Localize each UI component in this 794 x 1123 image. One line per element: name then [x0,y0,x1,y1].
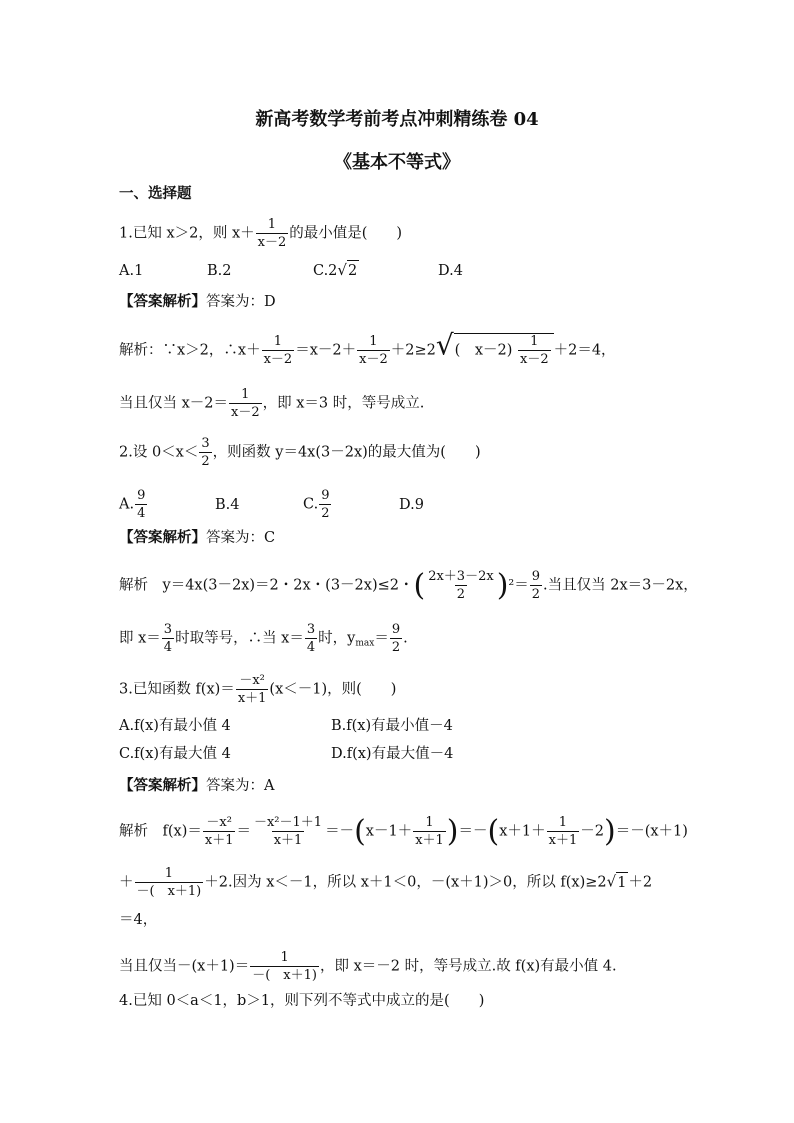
q3-solution-line-4 [119,950,617,983]
q2-answer-text: 答案为：C [206,530,276,546]
q1-stem-text: 1.已知 x＞2，则 x＋ [119,225,255,242]
frac-den: －( x＋1) [252,968,317,983]
frac-num: 3 [306,622,316,637]
q1-frac-den: x－2 [257,235,287,250]
q3-options-row-2 [119,744,453,764]
q3-sol4-fraction [250,950,319,983]
q2-sol2-text-c: 时，y [318,630,356,647]
frac-num: 9 [321,488,330,503]
frac-den: x－2 [359,352,388,367]
q3-sol-fraction-2 [252,815,324,848]
q1-options [119,260,463,281]
q1-sol-text-c: ＋2≥2 [390,342,436,359]
frac-num: 2x＋3－2x [428,569,494,584]
q3-answer-text: 答案为：A [206,778,275,794]
q1-sol-fraction [262,334,295,367]
q1-frac-num: 1 [267,217,277,232]
q1-sol2-text: 当且仅当 x－2＝ [119,395,229,412]
q3-sol2-text-c: ＋2 [628,874,653,891]
frac-num: －x² [206,815,232,830]
q3-solution-line-3: ＝4， [119,912,158,928]
q1-option-b: B.2 [207,263,232,279]
frac-num: 1 [241,387,250,402]
q3-sol-text-h: ＝－(x＋1) [615,823,688,840]
q2-option-b: B.4 [215,496,240,513]
frac-num: 9 [391,622,401,637]
q3-stem-tail: (x＜－1)，则( ) [269,681,397,698]
frac-num: －x²－1＋1 [253,815,323,830]
left-paren-icon: ( [413,567,426,603]
q2-sol-text-c: .当且仅当 2x＝3－2x， [543,577,698,594]
q2-sol-text-b: ²＝ [508,577,529,594]
sqrt-icon: √ [337,261,347,279]
q2-stem-tail: ，则函数 y＝4x(3－2x)的最大值为( ) [212,444,481,461]
q3-stem [119,673,396,706]
q3-sol-text-c: ＝－ [325,823,355,840]
q3-sol2-fraction [135,866,204,899]
q1-answer-text: 答案为：D [206,294,276,310]
frac-den: x＋1 [204,833,234,848]
q3-sol2-text-b: ＋2.因为 x＜－1，所以 x＋1＜0，－(x＋1)＞0，所以 f(x)≥2 [204,874,607,891]
q1-stem-tail: 的最小值是( ) [289,225,403,242]
q1-fraction [256,217,289,250]
frac-num: 1 [273,334,283,349]
q1-option-a: A.1 [119,263,144,279]
q2-sol2-fraction-2 [305,622,317,655]
q2-options [119,488,424,521]
frac-den: x－2 [263,352,293,367]
q2-sol-text: 解析 y＝4x(3－2x)＝2・2x・(3－2x)≤2・ [119,577,414,594]
q3-stem-text: 3.已知函数 f(x)＝ [119,681,235,698]
q2-sol-fraction-2 [530,569,542,602]
q2-option-c [303,488,399,521]
q1-option-c-text: C.2 [313,263,338,279]
q1-answer [119,292,276,312]
frac-num: 9 [137,488,146,503]
q3-sol-text-b: ＝ [236,823,251,840]
q3-sol4-tail: ，即 x＝－2 时，等号成立.故 f(x)有最小值 4. [319,958,617,975]
q1-solution-line-2 [119,387,424,420]
q3-sol2-radicand: 1 [616,872,628,893]
frac-den: 4 [306,640,316,655]
q2-option-c-label: C. [303,496,319,513]
q2-sol2-subscript: max [355,638,375,649]
q3-option-b: B.f(x)有最小值－4 [331,718,453,734]
q1-sol2-fraction [229,387,262,420]
frac-den: x＋1 [237,691,267,706]
frac-num: 3 [201,436,210,451]
q2-sol2-fraction [162,622,174,655]
frac-den: 2 [531,587,541,602]
frac-den: x＋1 [415,833,444,848]
q2-fraction [199,436,211,469]
right-paren-icon: ) [496,567,509,603]
frac-den: 4 [163,640,173,655]
q3-option-a: A.f(x)有最小值 4 [119,718,231,734]
q3-option-c: C.f(x)有最大值 4 [119,746,231,762]
frac-den: 4 [137,506,146,521]
q2-sol-fraction [426,569,495,602]
frac-den: x－2 [520,352,549,367]
left-paren-icon: ( [487,813,500,849]
right-paren-icon: ) [603,813,616,849]
q3-sol-text: 解析 f(x)＝ [119,823,202,840]
q1-sol-radical [454,333,554,367]
q2-sol2-text: 即 x＝ [119,630,161,647]
frac-num: 1 [164,866,174,881]
q3-options-row-1 [119,716,453,736]
q3-solution-line-2 [119,866,652,899]
q2-option-a [119,488,215,521]
q1-sol-fraction-2 [357,334,390,367]
frac-den: x－2 [231,405,260,420]
answer-tag: 【答案解析】 [119,293,206,310]
frac-den: －( x＋1) [136,884,202,899]
frac-num: 3 [163,622,173,637]
q1-stem [119,217,402,250]
q2-option-a-label: A. [119,496,135,513]
answer-tag: 【答案解析】 [119,777,206,794]
q3-sol-fraction-3 [413,815,446,848]
answer-tag: 【答案解析】 [119,529,206,546]
frac-den: x＋1 [548,833,578,848]
q1-sol-radical-fraction [518,334,551,367]
q1-solution-line-1 [119,328,616,367]
q2-solution-line-1 [119,569,698,602]
q2-sol2-text-e: . [403,630,408,647]
q2-sol2-text-d: ＝ [374,630,389,647]
frac-den: x＋1 [273,833,303,848]
frac-num: 9 [531,569,541,584]
document-title: 新高考数学考前考点冲刺精练卷 04 [255,109,539,130]
frac-num: 1 [425,815,434,830]
frac-den: 2 [456,587,466,602]
q3-sol2-text: ＋ [119,874,134,891]
q2-answer [119,528,275,548]
q1-option-d: D.4 [438,263,463,279]
q3-sol-text-f: x＋1＋ [499,823,546,840]
q1-sol-text-d: ＋2＝4， [553,342,616,359]
frac-num: 1 [280,950,289,965]
q1-sol-text-b: ＝x－2＋ [295,342,357,359]
q3-fraction [236,673,269,706]
q3-sol4-text: 当且仅当－(x＋1)＝ [119,958,250,975]
q2-stem-text: 2.设 0＜x＜ [119,444,199,461]
frac-num: 1 [369,334,378,349]
section-heading: 一、选择题 [119,185,192,202]
frac-num: －x² [239,673,265,688]
sqrt-icon: √ [435,328,454,362]
frac-num: 1 [558,815,568,830]
q3-sol-fraction-4 [547,815,580,848]
q2-option-d: D.9 [399,496,424,513]
q3-sol-text-d: x－1＋ [365,823,413,840]
q3-solution-line-1 [119,815,688,848]
q2-option-a-fraction [135,488,147,521]
frac-den: 2 [201,454,210,469]
left-paren-icon: ( [354,813,366,849]
q2-stem [119,436,481,469]
q3-sol-text-e: ＝－ [458,823,488,840]
q3-sol-fraction-1 [203,815,236,848]
q1-sol-radical-text: ( x－2) [454,342,513,359]
q2-sol2-text-b: 时取等号，∴当 x＝ [175,630,304,647]
frac-den: 2 [391,640,401,655]
q2-solution-line-2 [119,622,408,655]
q4-stem: 4.已知 0＜a＜1，b＞1，则下列不等式中成立的是( ) [119,993,485,1009]
q2-option-c-fraction [319,488,331,521]
q1-option-c [313,260,438,281]
q3-sol-text-g: －2 [580,823,604,840]
q1-sol2-tail: ，即 x＝3 时，等号成立. [262,395,425,412]
q2-sol2-fraction-3 [390,622,402,655]
q1-sol-text: 解析：∵x＞2，∴x＋ [119,342,261,359]
right-paren-icon: ) [446,813,459,849]
q3-option-d: D.f(x)有最大值－4 [331,746,454,762]
frac-num: 1 [530,334,539,349]
sqrt-icon: √ [606,872,617,891]
document-subtitle: 《基本不等式》 [334,152,460,173]
q3-answer [119,776,274,796]
q1-option-c-radicand: 2 [347,260,359,281]
frac-den: 2 [321,506,330,521]
